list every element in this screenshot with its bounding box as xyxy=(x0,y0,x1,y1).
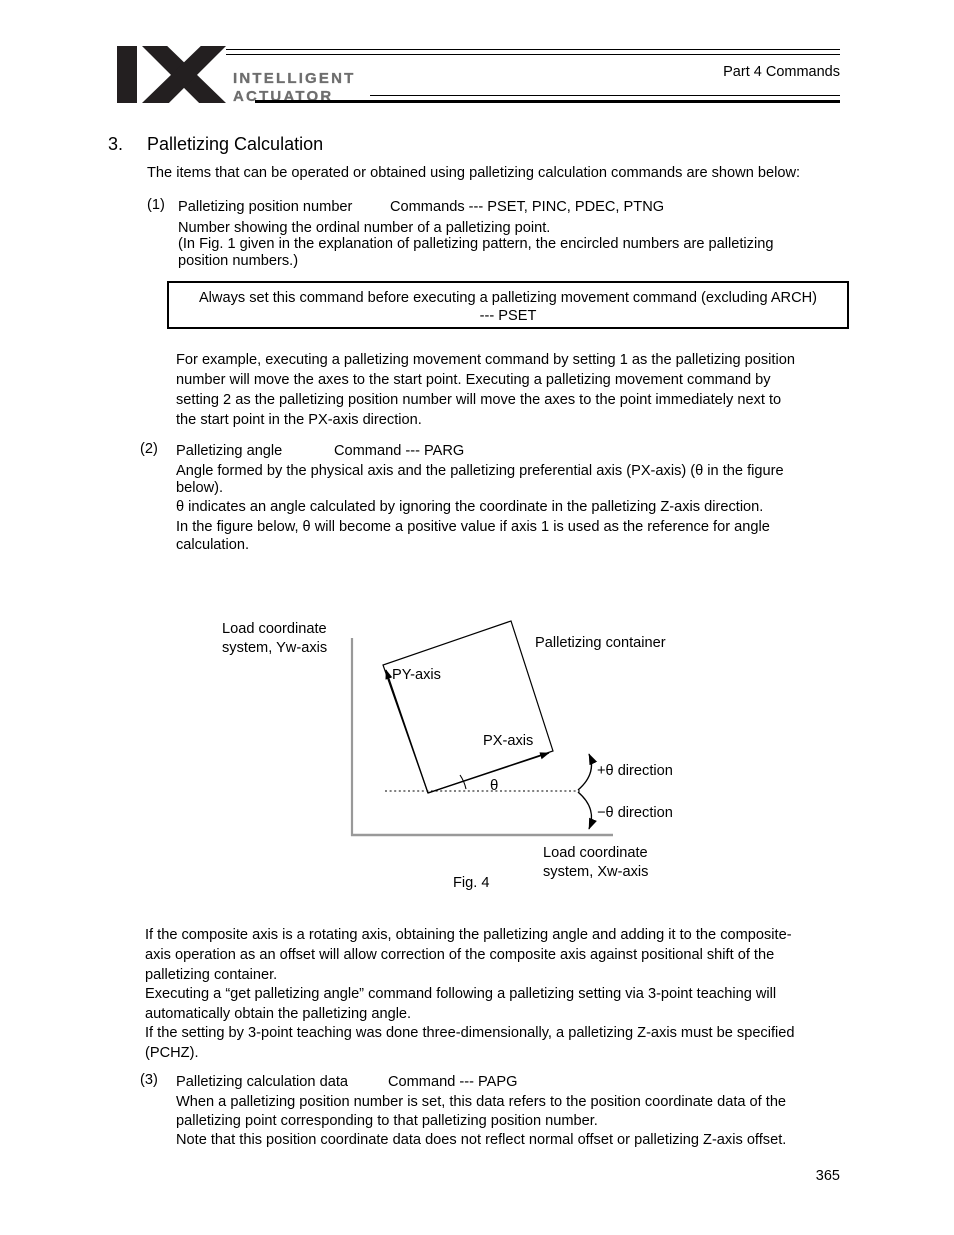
post-figure-line-3: palletizing container. xyxy=(145,967,278,983)
logo-letter-x-icon xyxy=(142,46,226,103)
note-box-line-1: Always set this command before executing a palletizing movement command (excluding ARCH) xyxy=(198,290,818,306)
item-2-line-1: Angle formed by the physical axis and the palletizing preferential axis (PX-axis) (θ in the figure xyxy=(176,463,784,479)
item-2-line-3: θ indicates an angle calculated by ignoring the coordinate in the palletizing Z-axis direction. xyxy=(176,499,764,515)
example-line-3: setting 2 as the palletizing position number will move the axes to the point immediately next to xyxy=(176,392,782,408)
post-figure-line-7: (PCHZ). xyxy=(145,1045,199,1061)
page-header xyxy=(0,0,954,120)
item-3-heading: Palletizing calculation data xyxy=(176,1074,348,1090)
item-1-line-3: position numbers.) xyxy=(178,253,299,269)
figure-label-plus-theta: +θ direction xyxy=(597,763,673,779)
header-rule-top xyxy=(226,49,840,55)
example-line-4: the start point in the PX-axis direction. xyxy=(176,412,422,428)
item-2-line-5: calculation. xyxy=(176,537,250,553)
logo-word-actuator: ACTUATOR xyxy=(233,88,334,105)
header-rule-bottom xyxy=(255,100,840,103)
section-intro: The items that can be operated or obtained using palletizing calculation commands are shown below: xyxy=(147,165,801,181)
py-axis-arrow xyxy=(386,670,428,793)
post-figure-line-4: Executing a “get palletizing angle” command following a palletizing setting via 3-point teaching will xyxy=(145,986,777,1002)
item-2-heading: Palletizing angle xyxy=(176,443,283,459)
figure-label-yw: Load coordinate system, Yw-axis xyxy=(222,621,328,656)
px-axis-arrow xyxy=(428,753,549,793)
figure-label-px-axis: PX-axis xyxy=(483,733,534,749)
figure-4 xyxy=(0,600,954,900)
item-2-number: (2) xyxy=(140,441,158,457)
item-1-line-1: Number showing the ordinal number of a palletizing point. xyxy=(178,220,551,236)
item-1-command: Commands --- PSET, PINC, PDEC, PTNG xyxy=(390,199,665,215)
logo-letter-i-icon xyxy=(117,46,137,103)
figure-label-py-axis: PY-axis xyxy=(392,667,441,683)
figure-label-theta: θ xyxy=(490,777,499,794)
logo-word-intelligent: INTELLIGENT xyxy=(233,70,356,87)
example-line-2: number will move the axes to the start point. Executing a palletizing movement command by xyxy=(176,372,771,388)
item-3-line-1: When a palletizing position number is set, this data refers to the position coordinate data of the xyxy=(176,1094,787,1110)
post-figure-line-1: If the composite axis is a rotating axis, obtaining the palletizing angle and adding it to the composite- xyxy=(145,927,792,943)
note-box xyxy=(167,281,849,329)
item-2-line-2: below). xyxy=(176,480,224,496)
page-title: Palletizing Calculation xyxy=(147,134,324,154)
minus-theta-arrow xyxy=(578,792,591,829)
item-1-number: (1) xyxy=(147,197,165,213)
note-box-line-2: --- PSET xyxy=(479,308,537,324)
post-figure-line-2: axis operation as an offset will allow correction of the composite axis against positional shift of the xyxy=(145,947,775,963)
figure-4-drawing xyxy=(0,600,954,900)
item-3-number: (3) xyxy=(140,1072,158,1088)
item-3-command: Command --- PAPG xyxy=(388,1074,518,1090)
post-figure-line-5: automatically obtain the palletizing angle. xyxy=(145,1006,412,1022)
example-line-1: For example, executing a palletizing movement command by setting 1 as the palletizing position xyxy=(176,352,795,368)
item-3-line-3: Note that this position coordinate data does not reflect normal offset or palletizing Z-axis offset. xyxy=(176,1132,787,1148)
plus-theta-arrow xyxy=(578,754,591,790)
header-rule-thin xyxy=(370,95,840,96)
item-3-line-2: palletizing point corresponding to that palletizing position number. xyxy=(176,1113,598,1129)
header-title: Part 4 Commands xyxy=(723,64,840,80)
palletizing-container-shape xyxy=(383,621,553,793)
figure-caption: Fig. 4 xyxy=(453,875,490,891)
section-number: 3. xyxy=(108,134,124,154)
item-2-line-4: In the figure below, θ will become a positive value if axis 1 is used as the reference for angle xyxy=(176,519,770,535)
figure-label-xw: Load coordinate system, Xw-axis xyxy=(543,845,649,880)
item-2-command: Command --- PARG xyxy=(334,443,465,459)
item-1-line-2: (In Fig. 1 given in the explanation of palletizing pattern, the encircled numbers are palletizing xyxy=(178,236,774,252)
figure-label-container: Palletizing container xyxy=(535,635,666,651)
item-1-heading: Palletizing position number xyxy=(178,199,353,215)
post-figure-line-6: If the setting by 3-point teaching was done three-dimensionally, a palletizing Z-axis must be specified xyxy=(145,1025,795,1041)
figure-label-minus-theta: −θ direction xyxy=(597,805,673,821)
page-number: 365 xyxy=(815,1168,840,1184)
